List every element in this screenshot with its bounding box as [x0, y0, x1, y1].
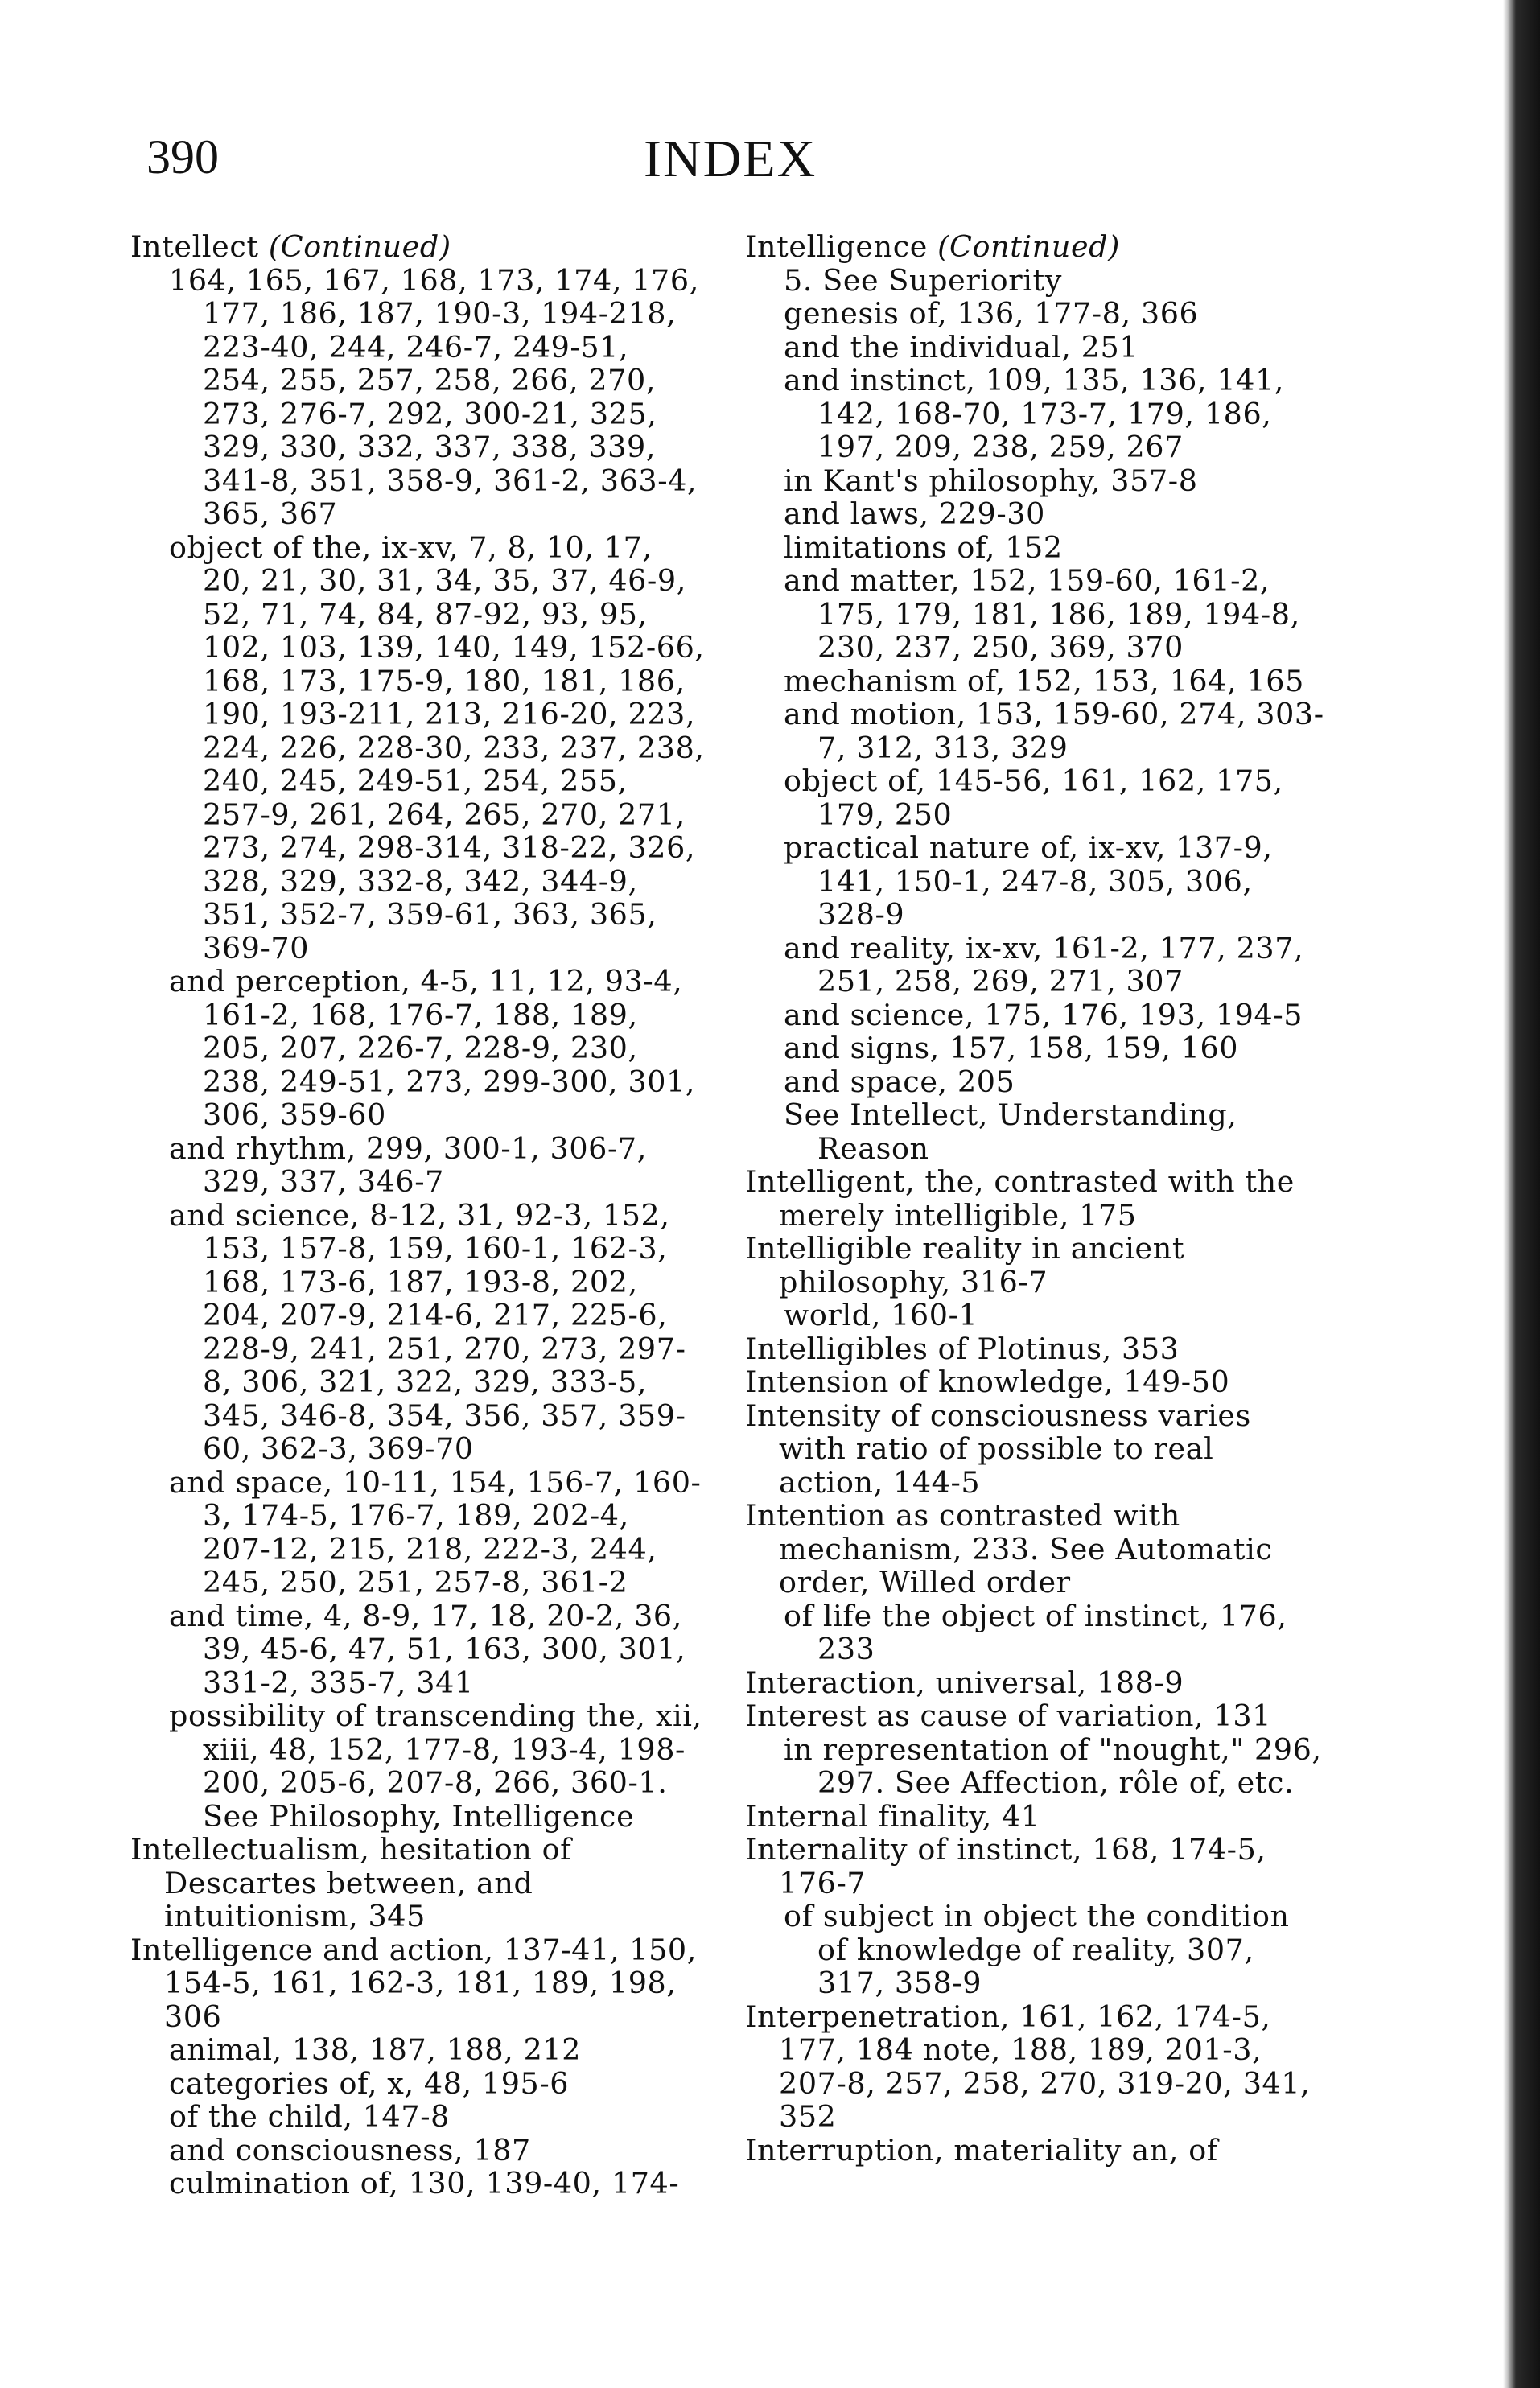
index-subentry: [130, 1132, 705, 1199]
index-entry-text: Internal finality, 41: [745, 1798, 1040, 1834]
index-subentry: [130, 2067, 705, 2101]
index-entry-text: Intelligible reality in ancient philosophy, 316-7: [745, 1231, 1185, 1299]
index-entry-text: animal, 138, 187, 188, 212: [169, 2032, 582, 2067]
index-subentry: [130, 965, 705, 1132]
index-entry-text: 164, 165, 167, 168, 173, 174, 176, 177, 186, 187, 190-3, 194-218, 223-40, 244, 246-7, 249-51, 254, 255, 257, 258, 266, 270, 273, 276-7, 292, 300-21, 325, 329, 330, 332, 337, 338, 339, 341-8, 351, 358-9, 361-2, 363-4, 365, 367: [169, 262, 699, 531]
index-entry: [745, 1666, 1326, 1700]
index-entry: [745, 1332, 1326, 1366]
index-entry-text: and matter, 152, 159-60, 161-2, 175, 179, 181, 186, 189, 194-8, 230, 237, 250, 369, 370: [784, 563, 1300, 665]
index-entry-text: Intention as contrasted with mechanism, 233. See Automatic order, Willed order: [745, 1498, 1273, 1600]
index-entry: [745, 1833, 1326, 1900]
index-subentry: [745, 364, 1326, 464]
index-entry-text: and reality, ix-xv, 161-2, 177, 237, 251, 258, 269, 271, 307: [784, 930, 1304, 998]
index-subentry: [745, 1733, 1326, 1800]
index-entry-text: Internality of instinct, 168, 174-5, 176-7: [745, 1832, 1266, 1900]
index-entry: [745, 1800, 1326, 1834]
index-subentry: [745, 665, 1326, 698]
index-entry-text: and motion, 153, 159-60, 274, 303-7, 312, 313, 329: [784, 697, 1324, 765]
index-entry-text: and science, 175, 176, 193, 194-5: [784, 997, 1303, 1032]
index-subentry: [130, 2134, 705, 2168]
index-entry-text: object of the, ix-xv, 7, 8, 10, 17, 20, 21, 30, 31, 34, 35, 37, 46-9, 52, 71, 74, 84, 87-92, 93, 95, 102, 103, 139, 140, 149, 152-66, 168, 173, 175-9, 180, 181, 186, 190, 193-211, 213, 216-20, 223, 224, 226, 228-30, 233, 237, 238, 240, 245, 249-51, 254, 255, 257-9, 261, 264, 265, 270, 271, 273, 274, 298-314, 318-22, 326, 328, 329, 332-8, 342, 344-9, 351, 352-7, 359-61, 363, 365, 369-70: [169, 529, 705, 965]
index-entry-text: and space, 10-11, 154, 156-7, 160-3, 174-5, 176-7, 189, 202-4, 207-12, 215, 218, 222-3, 244, 245, 250, 251, 257-8, 361-2: [169, 1464, 702, 1600]
index-entry-text: Interruption, materiality an, of: [745, 2132, 1218, 2168]
index-entry-text: See Intellect, Understanding, Reason: [784, 1097, 1237, 1166]
index-column-left: [130, 230, 705, 2201]
index-subentry: [130, 1199, 705, 1466]
index-subentry: [745, 464, 1326, 498]
index-subentry: [745, 932, 1326, 998]
index-entry-text: of subject in object the condition of knowledge of reality, 307, 317, 358-9: [784, 1899, 1290, 2000]
index-subentry: [130, 2167, 705, 2201]
index-subentry: [745, 331, 1326, 364]
index-subentry: [130, 264, 705, 531]
index-entry: [745, 1165, 1326, 1232]
index-subentry: [130, 1600, 705, 1700]
index-entry: [745, 1232, 1326, 1299]
index-entry: [745, 1699, 1326, 1733]
index-entry-text: Intellectualism, hesitation of Descartes between, and intuitionism, 345: [130, 1832, 572, 1933]
page-number: 390: [146, 130, 219, 183]
index-subentry: [745, 764, 1326, 831]
index-entry-text: categories of, x, 48, 195-6: [169, 2065, 570, 2101]
index-entry-text: and consciousness, 187: [169, 2132, 531, 2168]
index-entry-text: Intelligence and action, 137-41, 150, 154-5, 161, 162-3, 181, 189, 198, 306: [130, 1932, 697, 2034]
index-entry-text: of life the object of instinct, 176, 233: [784, 1598, 1287, 1666]
index-subentry: [745, 1600, 1326, 1666]
index-subentry: [745, 564, 1326, 665]
continued-marker: (Continued): [268, 229, 451, 264]
index-entry: [745, 1365, 1326, 1399]
index-entry-text: and instinct, 109, 135, 136, 141, 142, 168-70, 173-7, 179, 186, 197, 209, 238, 259, 267: [784, 363, 1284, 464]
index-subentry: [745, 831, 1326, 932]
index-subentry: [745, 264, 1326, 298]
index-entry: [130, 230, 705, 264]
index-entry: [130, 1933, 705, 2034]
index-subentry: [745, 531, 1326, 565]
index-entry-text: Intelligent, the, contrasted with the merely intelligible, 175: [745, 1164, 1295, 1233]
index-entry-text: and rhythm, 299, 300-1, 306-7, 329, 337, 346-7: [169, 1130, 647, 1199]
index-entry-text: culmination of, 130, 139-40, 174-: [169, 2166, 680, 2201]
index-entry-text: practical nature of, ix-xv, 137-9, 141, 150-1, 247-8, 305, 306, 328-9: [784, 830, 1273, 932]
index-entry-text: and space, 205: [784, 1064, 1015, 1099]
index-entry-text: Interest as cause of variation, 131: [745, 1698, 1272, 1733]
index-entry-text: possibility of transcending the, xii, xiii, 48, 152, 177-8, 193-4, 198-200, 205-6, 207-8, 266, 360-1. See Philosophy, Intelligence: [169, 1698, 702, 1834]
index-subentry: [745, 998, 1326, 1032]
index-subentry: [130, 531, 705, 965]
index-entry-text: object of, 145-56, 161, 162, 175, 179, 250: [784, 764, 1283, 832]
index-entry-text: and time, 4, 8-9, 17, 18, 20-2, 36, 39, 45-6, 47, 51, 163, 300, 301, 331-2, 335-7, 341: [169, 1598, 686, 1700]
index-subentry: [745, 1900, 1326, 2000]
index-entry-text: in Kant's philosophy, 357-8: [784, 463, 1198, 498]
index-entry-text: and perception, 4-5, 11, 12, 93-4, 161-2, 168, 176-7, 188, 189, 205, 207, 226-7, 228-9, 230, 238, 249-51, 273, 299-300, 301, 306, 359-60: [169, 964, 696, 1132]
index-entry-text: 5. See Superiority: [784, 262, 1063, 298]
index-entry-text: mechanism of, 152, 153, 164, 165: [784, 663, 1304, 698]
index-entry-text: Interaction, universal, 188-9: [745, 1665, 1184, 1700]
index-subentry: [745, 1299, 1326, 1332]
continued-marker: (Continued): [937, 229, 1120, 264]
index-entry-text: genesis of, 136, 177-8, 366: [784, 296, 1199, 331]
scan-edge-shadow: [1503, 0, 1540, 2388]
index-entry-text: Interpenetration, 161, 162, 174-5, 177, 184 note, 188, 189, 201-3, 207-8, 257, 258, 270, 319-20, 341, 352: [745, 1999, 1311, 2134]
index-subentry: [130, 2100, 705, 2134]
index-entry-text: world, 160-1: [784, 1298, 978, 1332]
index-entry-text: of the child, 147-8: [169, 2099, 450, 2134]
index-subentry: [745, 1031, 1326, 1065]
index-entry: [745, 1399, 1326, 1500]
index-entry: [745, 1499, 1326, 1600]
index-column-right: [745, 230, 1326, 2167]
index-subentry: [745, 497, 1326, 531]
index-subentry: [130, 1699, 705, 1833]
index-entry-text: limitations of, 152: [784, 529, 1063, 565]
page-title: INDEX: [644, 130, 817, 188]
index-subentry: [745, 698, 1326, 764]
index-subentry: [130, 2033, 705, 2067]
index-entry-text: and signs, 157, 158, 159, 160: [784, 1031, 1239, 1065]
index-subentry: [745, 1098, 1326, 1165]
index-entry-text: in representation of "nought," 296, 297. See Affection, rôle of, etc.: [784, 1731, 1322, 1800]
index-subentry: [745, 297, 1326, 331]
index-entry-text: and science, 8-12, 31, 92-3, 152, 153, 157-8, 159, 160-1, 162-3, 168, 173-6, 187, 193-8, 202, 204, 207-9, 214-6, 217, 225-6, 228-9, 241, 251, 270, 273, 297-8, 306, 321, 322, 329, 333-5, 345, 346-8, 354, 356, 357, 359-60, 362-3, 369-70: [169, 1197, 686, 1466]
index-entry-text: and the individual, 251: [784, 329, 1139, 364]
index-entry: [745, 2000, 1326, 2134]
index-entry-text: Intellect: [130, 229, 259, 264]
index-subentry: [745, 1065, 1326, 1099]
index-entry-text: Intelligence: [745, 229, 928, 264]
index-entry: [745, 2134, 1326, 2168]
index-entry-text: Intelligibles of Plotinus, 353: [745, 1331, 1180, 1366]
index-subentry: [130, 1466, 705, 1600]
index-entry-text: and laws, 229-30: [784, 496, 1045, 531]
index-entry-text: Intensity of consciousness varies with ratio of possible to real action, 144-5: [745, 1398, 1251, 1500]
index-entry: [745, 230, 1326, 264]
index-entry-text: Intension of knowledge, 149-50: [745, 1365, 1230, 1399]
index-entry: [130, 1833, 705, 1933]
